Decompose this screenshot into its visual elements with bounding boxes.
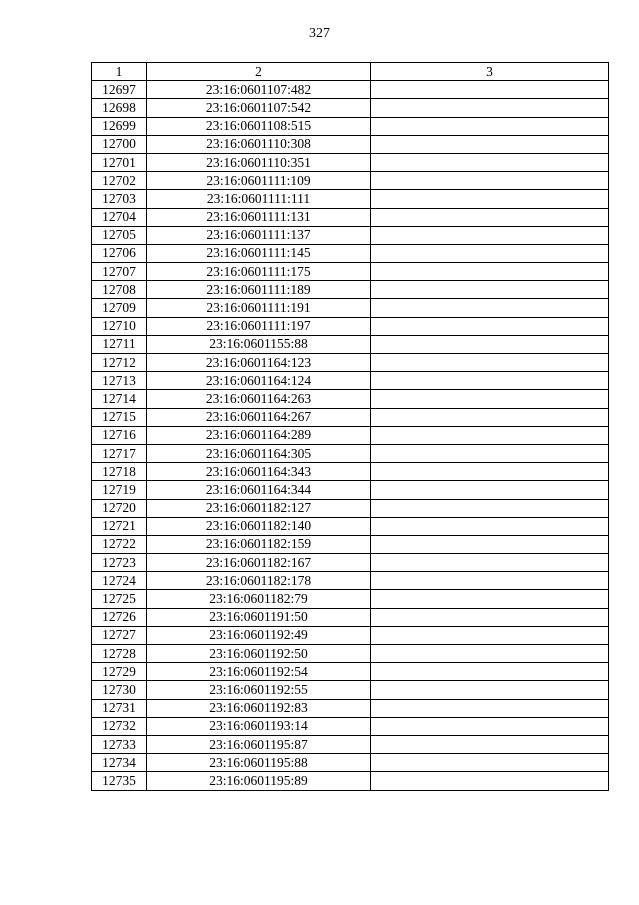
row-number-cell: 12724 xyxy=(92,572,147,590)
row-number-cell: 12719 xyxy=(92,481,147,499)
table-row xyxy=(92,699,609,717)
row-number-cell: 12709 xyxy=(92,299,147,317)
row-number-cell: 12725 xyxy=(92,590,147,608)
notes-cell xyxy=(371,172,609,190)
row-number-cell: 12699 xyxy=(92,117,147,135)
cadastral-number-cell: 23:16:0601164:305 xyxy=(147,444,371,462)
notes-cell xyxy=(371,226,609,244)
table-row xyxy=(92,735,609,753)
column-header-2: 2 xyxy=(147,63,371,81)
table-row xyxy=(92,208,609,226)
row-number-cell: 12705 xyxy=(92,226,147,244)
notes-cell xyxy=(371,263,609,281)
cadastral-number-cell: 23:16:0601111:137 xyxy=(147,226,371,244)
row-number-cell: 12708 xyxy=(92,281,147,299)
notes-cell xyxy=(371,535,609,553)
notes-cell xyxy=(371,335,609,353)
notes-cell xyxy=(371,772,609,790)
row-number-cell: 12700 xyxy=(92,135,147,153)
row-number-cell: 12722 xyxy=(92,535,147,553)
row-number-cell: 12717 xyxy=(92,444,147,462)
table-row xyxy=(92,717,609,735)
cadastral-number-cell: 23:16:0601192:50 xyxy=(147,645,371,663)
cadastral-number-cell: 23:16:0601107:542 xyxy=(147,99,371,117)
table-row xyxy=(92,317,609,335)
cadastral-number-cell: 23:16:0601164:263 xyxy=(147,390,371,408)
cadastral-number-cell: 23:16:0601164:124 xyxy=(147,372,371,390)
cadastral-number-cell: 23:16:0601182:79 xyxy=(147,590,371,608)
cadastral-number-cell: 23:16:0601111:109 xyxy=(147,172,371,190)
table-row xyxy=(92,281,609,299)
row-number-cell: 12698 xyxy=(92,99,147,117)
table-header xyxy=(92,63,609,81)
table-body xyxy=(92,81,609,790)
row-number-cell: 12732 xyxy=(92,717,147,735)
cadastral-number-cell: 23:16:0601182:178 xyxy=(147,572,371,590)
notes-cell xyxy=(371,354,609,372)
cadastral-number-cell: 23:16:0601111:145 xyxy=(147,244,371,262)
row-number-cell: 12721 xyxy=(92,517,147,535)
cadastral-number-cell: 23:16:0601182:167 xyxy=(147,554,371,572)
row-number-cell: 12715 xyxy=(92,408,147,426)
notes-cell xyxy=(371,317,609,335)
notes-cell xyxy=(371,117,609,135)
row-number-cell: 12701 xyxy=(92,153,147,171)
notes-cell xyxy=(371,244,609,262)
notes-cell xyxy=(371,554,609,572)
cadastral-number-cell: 23:16:0601111:191 xyxy=(147,299,371,317)
table-row xyxy=(92,663,609,681)
table-row xyxy=(92,626,609,644)
registry-table xyxy=(91,62,609,791)
table-row xyxy=(92,535,609,553)
column-header-1: 1 xyxy=(92,63,147,81)
cadastral-number-cell: 23:16:0601192:83 xyxy=(147,699,371,717)
row-number-cell: 12723 xyxy=(92,554,147,572)
table-row xyxy=(92,645,609,663)
notes-cell xyxy=(371,372,609,390)
table-row xyxy=(92,263,609,281)
cadastral-number-cell: 23:16:0601182:140 xyxy=(147,517,371,535)
table-row xyxy=(92,153,609,171)
cadastral-number-cell: 23:16:0601182:127 xyxy=(147,499,371,517)
table-row xyxy=(92,117,609,135)
notes-cell xyxy=(371,699,609,717)
row-number-cell: 12728 xyxy=(92,645,147,663)
cadastral-number-cell: 23:16:0601110:351 xyxy=(147,153,371,171)
table-row xyxy=(92,390,609,408)
row-number-cell: 12720 xyxy=(92,499,147,517)
table-row xyxy=(92,135,609,153)
notes-cell xyxy=(371,499,609,517)
row-number-cell: 12726 xyxy=(92,608,147,626)
row-number-cell: 12718 xyxy=(92,463,147,481)
notes-cell xyxy=(371,463,609,481)
table-row xyxy=(92,354,609,372)
cadastral-number-cell: 23:16:0601195:89 xyxy=(147,772,371,790)
row-number-cell: 12714 xyxy=(92,390,147,408)
header-row xyxy=(92,63,609,81)
table-row xyxy=(92,499,609,517)
cadastral-number-cell: 23:16:0601111:197 xyxy=(147,317,371,335)
cadastral-number-cell: 23:16:0601108:515 xyxy=(147,117,371,135)
row-number-cell: 12733 xyxy=(92,735,147,753)
row-number-cell: 12727 xyxy=(92,626,147,644)
page-number: 327 xyxy=(309,26,330,41)
table-row xyxy=(92,772,609,790)
table-row xyxy=(92,244,609,262)
row-number-cell: 12734 xyxy=(92,754,147,772)
notes-cell xyxy=(371,681,609,699)
table-row xyxy=(92,444,609,462)
row-number-cell: 12710 xyxy=(92,317,147,335)
table-row xyxy=(92,517,609,535)
row-number-cell: 12703 xyxy=(92,190,147,208)
cadastral-number-cell: 23:16:0601110:308 xyxy=(147,135,371,153)
row-number-cell: 12716 xyxy=(92,426,147,444)
table-row xyxy=(92,481,609,499)
cadastral-number-cell: 23:16:0601111:189 xyxy=(147,281,371,299)
cadastral-number-cell: 23:16:0601107:482 xyxy=(147,81,371,99)
row-number-cell: 12730 xyxy=(92,681,147,699)
cadastral-number-cell: 23:16:0601155:88 xyxy=(147,335,371,353)
table-row xyxy=(92,608,609,626)
cadastral-number-cell: 23:16:0601164:343 xyxy=(147,463,371,481)
table-row xyxy=(92,226,609,244)
cadastral-number-cell: 23:16:0601182:159 xyxy=(147,535,371,553)
row-number-cell: 12706 xyxy=(92,244,147,262)
table-row xyxy=(92,81,609,99)
cadastral-number-cell: 23:16:0601192:49 xyxy=(147,626,371,644)
row-number-cell: 12735 xyxy=(92,772,147,790)
row-number-cell: 12712 xyxy=(92,354,147,372)
notes-cell xyxy=(371,717,609,735)
cadastral-number-cell: 23:16:0601164:123 xyxy=(147,354,371,372)
table-row xyxy=(92,99,609,117)
cadastral-number-cell: 23:16:0601111:131 xyxy=(147,208,371,226)
notes-cell xyxy=(371,517,609,535)
notes-cell xyxy=(371,754,609,772)
cadastral-number-cell: 23:16:0601164:344 xyxy=(147,481,371,499)
notes-cell xyxy=(371,208,609,226)
cadastral-number-cell: 23:16:0601195:87 xyxy=(147,735,371,753)
notes-cell xyxy=(371,153,609,171)
table-row xyxy=(92,335,609,353)
notes-cell xyxy=(371,645,609,663)
table-row xyxy=(92,681,609,699)
notes-cell xyxy=(371,444,609,462)
notes-cell xyxy=(371,99,609,117)
row-number-cell: 12707 xyxy=(92,263,147,281)
table-row xyxy=(92,426,609,444)
table-row xyxy=(92,372,609,390)
table-row xyxy=(92,590,609,608)
row-number-cell: 12713 xyxy=(92,372,147,390)
notes-cell xyxy=(371,135,609,153)
notes-cell xyxy=(371,190,609,208)
cadastral-number-cell: 23:16:0601195:88 xyxy=(147,754,371,772)
row-number-cell: 12697 xyxy=(92,81,147,99)
cadastral-number-cell: 23:16:0601164:267 xyxy=(147,408,371,426)
notes-cell xyxy=(371,426,609,444)
row-number-cell: 12711 xyxy=(92,335,147,353)
notes-cell xyxy=(371,481,609,499)
notes-cell xyxy=(371,299,609,317)
row-number-cell: 12702 xyxy=(92,172,147,190)
row-number-cell: 12704 xyxy=(92,208,147,226)
table-row xyxy=(92,172,609,190)
cadastral-number-cell: 23:16:0601193:14 xyxy=(147,717,371,735)
table-row xyxy=(92,299,609,317)
table-row xyxy=(92,463,609,481)
table-row xyxy=(92,554,609,572)
notes-cell xyxy=(371,81,609,99)
notes-cell xyxy=(371,281,609,299)
cadastral-number-cell: 23:16:0601111:111 xyxy=(147,190,371,208)
table-row xyxy=(92,408,609,426)
table-row xyxy=(92,190,609,208)
notes-cell xyxy=(371,626,609,644)
cadastral-number-cell: 23:16:0601164:289 xyxy=(147,426,371,444)
notes-cell xyxy=(371,408,609,426)
notes-cell xyxy=(371,608,609,626)
row-number-cell: 12731 xyxy=(92,699,147,717)
table-row xyxy=(92,754,609,772)
table-row xyxy=(92,572,609,590)
notes-cell xyxy=(371,590,609,608)
notes-cell xyxy=(371,572,609,590)
notes-cell xyxy=(371,663,609,681)
column-header-3: 3 xyxy=(371,63,609,81)
notes-cell xyxy=(371,735,609,753)
cadastral-number-cell: 23:16:0601111:175 xyxy=(147,263,371,281)
cadastral-number-cell: 23:16:0601192:54 xyxy=(147,663,371,681)
cadastral-number-cell: 23:16:0601191:50 xyxy=(147,608,371,626)
cadastral-number-cell: 23:16:0601192:55 xyxy=(147,681,371,699)
notes-cell xyxy=(371,390,609,408)
row-number-cell: 12729 xyxy=(92,663,147,681)
